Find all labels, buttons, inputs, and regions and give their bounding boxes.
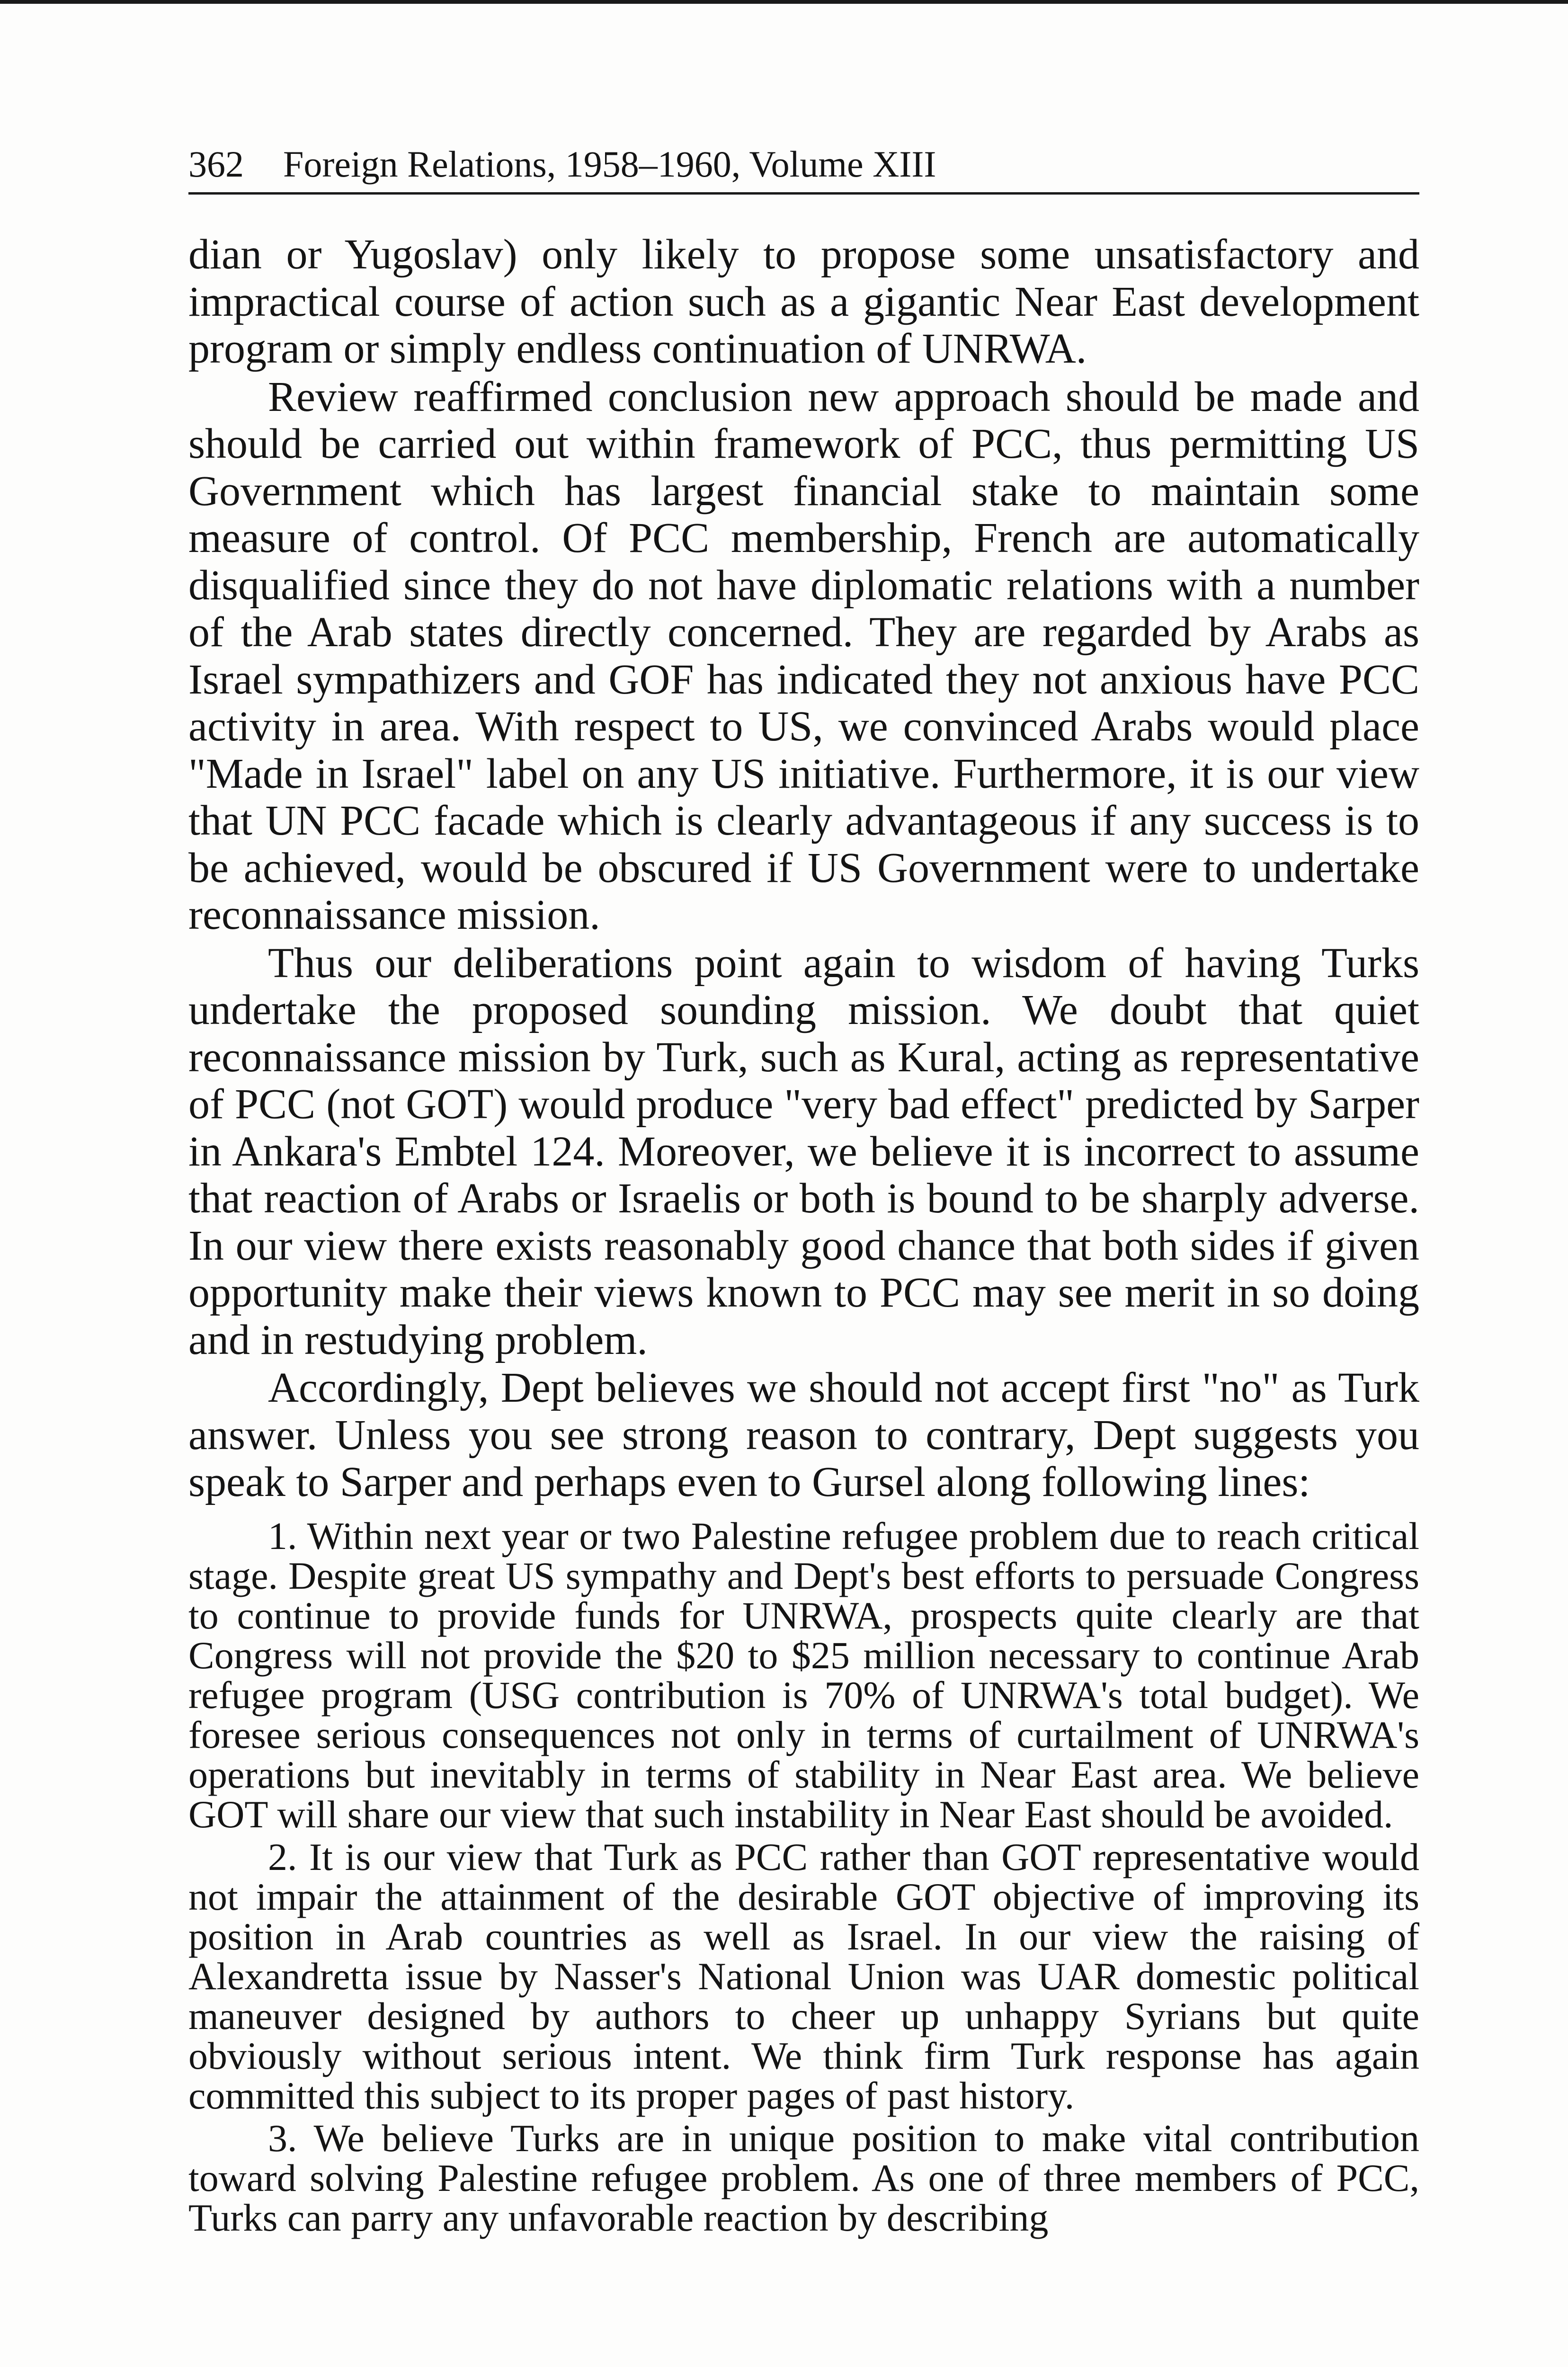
page-number: 362 (188, 143, 244, 185)
paragraph-continued: dian or Yugoslav) only likely to propose some unsatisfactory and impractical course of action such as a gigantic Near East development program or simply endless continuation of UNRWA. (188, 231, 1419, 372)
scan-top-edge (0, 0, 1568, 4)
numbered-point-2: 2. It is our view that Turk as PCC rather than GOT representative would not impair the attainment of the desirable GOT objective of improving its position in Arab countries as well as Israel. In our view the raising of Alexandretta issue by Nasser's National Union was UAR domestic political maneuver designed by authors to cheer up unhappy Syrians but quite obviously without serious intent. We think firm Turk response has again committed this subject to its proper pages of past history. (188, 1835, 1419, 2117)
document-body (188, 231, 1419, 2238)
paragraph-deliberations: Thus our deliberations point again to wisdom of having Turks undertake the proposed sounding mission. We doubt that quiet reconnaissance mission by Turk, such as Kural, acting as representative of PCC (not GOT) would produce "very bad effect" predicted by Sarper in Ankara's Embtel 124. Moreover, we believe it is incorrect to assume that reaction of Arabs or Israelis or both is bound to be sharply adverse. In our view there exists reasonably good chance that both sides if given opportunity make their views known to PCC may see merit in so doing and in restudying problem. (188, 939, 1419, 1363)
numbered-point-3: 3. We believe Turks are in unique position to make vital contribution toward solving Palestine refugee problem. As one of three members of PCC, Turks can parry any unfavorable reaction by describing (188, 2116, 1419, 2239)
numbered-points-list (188, 1516, 1419, 2238)
paragraph-accordingly: Accordingly, Dept believes we should not accept first "no" as Turk answer. Unless you see strong reason to contrary, Dept suggests you speak to Sarper and perhaps even to Gursel along following lines: (188, 1364, 1419, 1505)
numbered-point-1: 1. Within next year or two Palestine refugee problem due to reach critical stage. Despite great US sympathy and Dept's best efforts to persuade Congress to continue to provide funds for UNRWA, prospects quite clearly are that Congress will not provide the $20 to $25 million necessary to continue Arab refugee program (USG contribution is 70% of UNRWA's total budget). We foresee serious consequences not only in terms of curtailment of UNRWA's operations but inevitably in terms of stability in Near East area. We believe GOT will share our view that such instability in Near East should be avoided. (188, 1514, 1419, 1836)
paragraph-review: Review reaffirmed conclusion new approach should be made and should be carried out within framework of PCC, thus permitting US Government which has largest financial stake to maintain some measure of control. Of PCC membership, French are automatically disqualified since they do not have diplomatic relations with a number of the Arab states directly concerned. They are regarded by Arabs as Israel sympathizers and GOF has indicated they not anxious have PCC activity in area. With respect to US, we convinced Arabs would place "Made in Israel" label on any US initiative. Furthermore, it is our view that UN PCC facade which is clearly advantageous if any success is to be achieved, would be obscured if US Government were to undertake reconnaissance mission. (188, 373, 1419, 938)
volume-title: Foreign Relations, 1958–1960, Volume XIII (283, 143, 936, 185)
running-header (188, 136, 1419, 195)
